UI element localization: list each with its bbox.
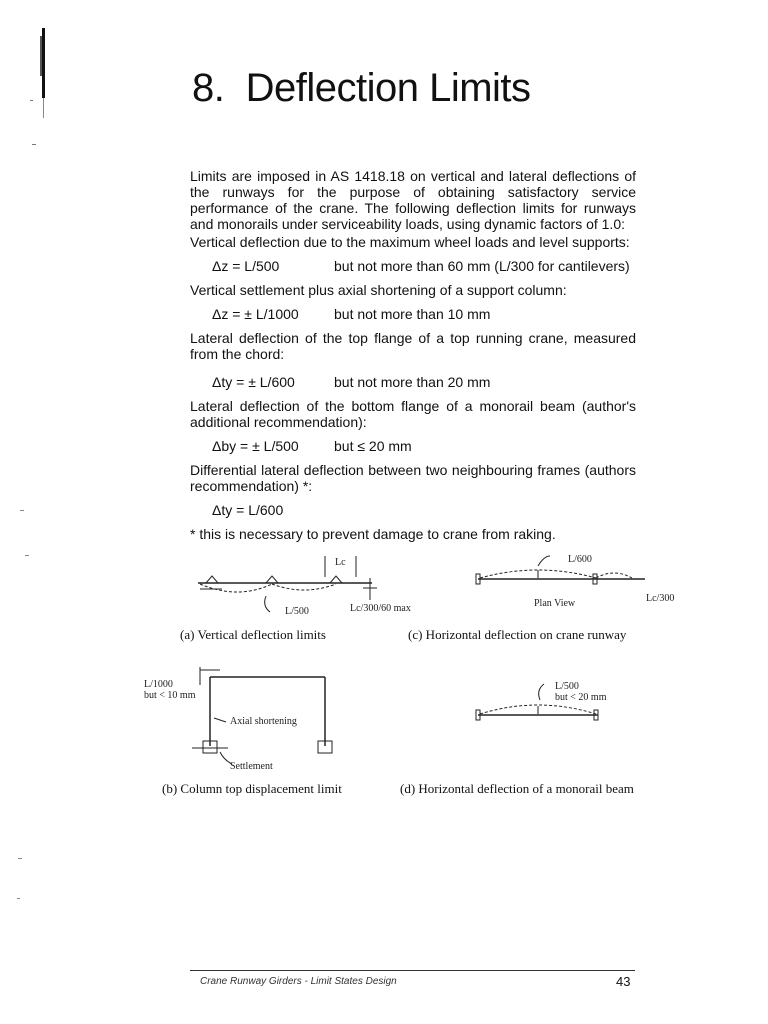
chapter-number: 8. — [192, 66, 225, 110]
fig-c-lc300-label: Lc/300 — [646, 593, 675, 604]
formula-3-lhs: Δty = ± L/600 — [212, 374, 295, 390]
item-5-text: Differential lateral deflection between two neighbouring frames (authors recommendation) *: — [190, 462, 636, 494]
item-1-text: Vertical deflection due to the maximum wheel loads and level supports: — [190, 234, 630, 250]
formula-4 — [212, 438, 636, 454]
body-text — [190, 168, 636, 542]
formula-2-rhs: but not more than 10 mm — [334, 306, 491, 322]
formula-4-lhs: Δby = ± L/500 — [212, 438, 299, 454]
item-3-text: Lateral deflection of the top flange of a top running crane, measured from the chord: — [190, 330, 636, 362]
formula-1-lhs: Δz = L/500 — [212, 258, 280, 274]
footer-rule — [190, 970, 635, 971]
footnote: * this is necessary to prevent damage to crane from raking. — [190, 526, 556, 542]
fig-a-lc-label: Lc — [335, 557, 346, 568]
fig-b-l1000-label: L/1000 — [144, 679, 173, 690]
fig-d-l500-label: L/500 — [555, 681, 579, 692]
page-number: 43 — [616, 974, 631, 989]
fig-b-caption: (b) Column top displacement limit — [162, 781, 342, 796]
fig-c-plan-label: Plan View — [534, 598, 576, 609]
chapter-heading — [192, 66, 531, 111]
intro-paragraph: Limits are imposed in AS 1418.18 on vertical and lateral deflections of the runways for the purpose of obtaining satisfactory service performance of the crane. The following deflection limits for runways and monorails under serviceability loads, using dynamic factors of 1.0: — [190, 168, 636, 232]
formula-2 — [212, 306, 636, 322]
fig-d-but20-label: but < 20 mm — [555, 692, 607, 703]
fig-a-l500-label: L/500 — [285, 606, 309, 617]
fig-a-caption: (a) Vertical deflection limits — [180, 627, 326, 642]
scan-edge-marks — [0, 0, 70, 1024]
fig-a-lc300-label: Lc/300/60 max — [350, 603, 411, 614]
fig-b-axial-label: Axial shortening — [230, 716, 297, 727]
footer-text: Crane Runway Girders - Limit States Design — [200, 976, 397, 987]
formula-5 — [212, 502, 636, 518]
fig-c-caption: (c) Horizontal deflection on crane runway — [408, 627, 627, 642]
fig-b-settlement-label: Settlement — [230, 761, 273, 772]
fig-d-caption: (d) Horizontal deflection of a monorail beam — [400, 781, 634, 796]
formula-3-rhs: but not more than 20 mm — [334, 374, 491, 390]
item-4-text: Lateral deflection of the bottom flange of a monorail beam (author's additional recommendation): — [190, 398, 636, 430]
formula-5-lhs: Δty = L/600 — [212, 502, 284, 518]
formula-1 — [212, 258, 636, 274]
formula-4-rhs: but ≤ 20 mm — [334, 438, 412, 454]
fig-b-but10-label: but < 10 mm — [144, 690, 196, 701]
item-2-text: Vertical settlement plus axial shortening of a support column: — [190, 282, 567, 298]
figure-c-drawing — [476, 556, 645, 584]
fig-c-l600-label: L/600 — [568, 554, 592, 565]
formula-3 — [212, 374, 636, 390]
formula-1-rhs: but not more than 60 mm (L/300 for cantilevers) — [334, 258, 630, 274]
formula-2-lhs: Δz = ± L/1000 — [212, 306, 299, 322]
chapter-title: Deflection Limits — [245, 66, 531, 110]
